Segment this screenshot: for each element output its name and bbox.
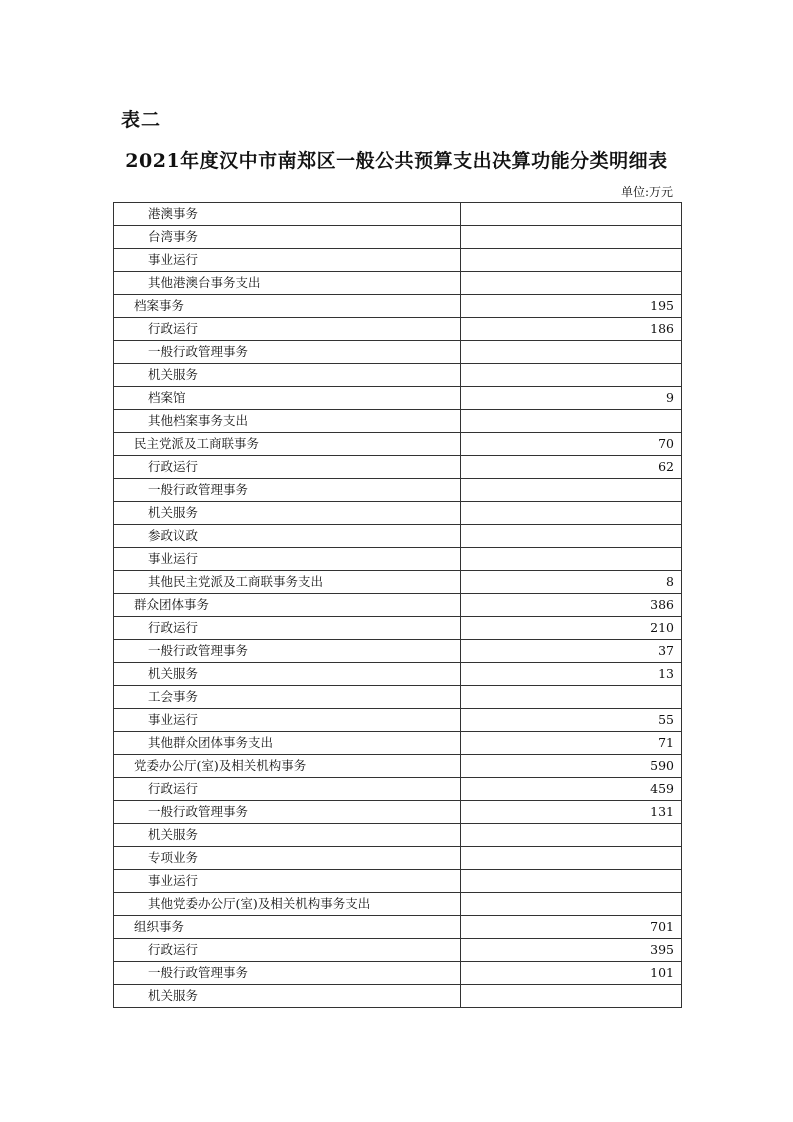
row-item-name: 一般行政管理事务 (114, 801, 461, 824)
table-row (114, 410, 682, 433)
row-item-name: 机关服务 (114, 502, 461, 525)
row-item-amount (461, 364, 682, 387)
row-item-amount (461, 525, 682, 548)
table-row (114, 433, 682, 456)
row-item-amount: 70 (461, 433, 682, 456)
row-item-name: 行政运行 (114, 456, 461, 479)
row-item-name: 档案事务 (114, 295, 461, 318)
page-title: 2021年度汉中市南郑区一般公共预算支出决算功能分类明细表 (125, 150, 668, 172)
row-item-amount: 9 (461, 387, 682, 410)
table-row (114, 249, 682, 272)
row-item-amount (461, 686, 682, 709)
row-item-name: 一般行政管理事务 (114, 341, 461, 364)
row-item-amount: 37 (461, 640, 682, 663)
table-row (114, 272, 682, 295)
row-item-amount: 386 (461, 594, 682, 617)
table-row (114, 663, 682, 686)
table-row (114, 778, 682, 801)
row-item-name: 事业运行 (114, 249, 461, 272)
budget-table (113, 202, 682, 1008)
row-item-name: 机关服务 (114, 824, 461, 847)
row-item-amount (461, 847, 682, 870)
unit-label: 单位:万元 (620, 185, 673, 199)
table-row (114, 916, 682, 939)
budget-table-body (114, 203, 682, 1008)
row-item-amount: 195 (461, 295, 682, 318)
row-item-amount: 131 (461, 801, 682, 824)
table-row (114, 341, 682, 364)
row-item-amount (461, 985, 682, 1008)
row-item-name: 行政运行 (114, 318, 461, 341)
table-row (114, 571, 682, 594)
table-row (114, 203, 682, 226)
row-item-name: 一般行政管理事务 (114, 640, 461, 663)
row-item-name: 台湾事务 (114, 226, 461, 249)
table-row (114, 801, 682, 824)
table-row (114, 479, 682, 502)
table-row (114, 709, 682, 732)
row-item-name: 其他港澳台事务支出 (114, 272, 461, 295)
row-item-amount (461, 548, 682, 571)
row-item-name: 其他群众团体事务支出 (114, 732, 461, 755)
row-item-amount: 55 (461, 709, 682, 732)
row-item-amount: 62 (461, 456, 682, 479)
row-item-name: 专项业务 (114, 847, 461, 870)
table-row (114, 755, 682, 778)
table-row (114, 364, 682, 387)
row-item-amount: 210 (461, 617, 682, 640)
row-item-amount (461, 870, 682, 893)
row-item-amount (461, 893, 682, 916)
table-row (114, 939, 682, 962)
table-row (114, 640, 682, 663)
table-row (114, 226, 682, 249)
row-item-amount (461, 249, 682, 272)
row-item-name: 工会事务 (114, 686, 461, 709)
row-item-name: 其他档案事务支出 (114, 410, 461, 433)
row-item-name: 行政运行 (114, 617, 461, 640)
row-item-name: 行政运行 (114, 778, 461, 801)
table-row (114, 295, 682, 318)
row-item-name: 机关服务 (114, 985, 461, 1008)
row-item-amount (461, 341, 682, 364)
row-item-name: 群众团体事务 (114, 594, 461, 617)
row-item-amount: 13 (461, 663, 682, 686)
table-row (114, 893, 682, 916)
table-row (114, 594, 682, 617)
table-number-label: 表二 (121, 109, 162, 131)
table-row (114, 686, 682, 709)
table-row (114, 732, 682, 755)
table-row (114, 456, 682, 479)
table-row (114, 387, 682, 410)
row-item-name: 事业运行 (114, 709, 461, 732)
row-item-name: 机关服务 (114, 364, 461, 387)
row-item-amount: 590 (461, 755, 682, 778)
table-row (114, 318, 682, 341)
table-row (114, 525, 682, 548)
row-item-amount: 8 (461, 571, 682, 594)
row-item-amount (461, 226, 682, 249)
row-item-amount: 395 (461, 939, 682, 962)
row-item-name: 一般行政管理事务 (114, 962, 461, 985)
table-row (114, 847, 682, 870)
row-item-amount (461, 272, 682, 295)
table-row (114, 870, 682, 893)
row-item-name: 其他民主党派及工商联事务支出 (114, 571, 461, 594)
row-item-amount: 71 (461, 732, 682, 755)
table-row (114, 548, 682, 571)
row-item-name: 档案馆 (114, 387, 461, 410)
row-item-name: 港澳事务 (114, 203, 461, 226)
row-item-amount (461, 479, 682, 502)
row-item-amount (461, 502, 682, 525)
row-item-name: 事业运行 (114, 870, 461, 893)
row-item-name: 民主党派及工商联事务 (114, 433, 461, 456)
row-item-amount (461, 410, 682, 433)
row-item-name: 组织事务 (114, 916, 461, 939)
table-row (114, 985, 682, 1008)
row-item-name: 党委办公厅(室)及相关机构事务 (114, 755, 461, 778)
table-row (114, 617, 682, 640)
table-row (114, 824, 682, 847)
row-item-name: 参政议政 (114, 525, 461, 548)
row-item-name: 一般行政管理事务 (114, 479, 461, 502)
row-item-name: 行政运行 (114, 939, 461, 962)
row-item-amount: 459 (461, 778, 682, 801)
row-item-amount: 701 (461, 916, 682, 939)
row-item-amount: 186 (461, 318, 682, 341)
row-item-name: 其他党委办公厅(室)及相关机构事务支出 (114, 893, 461, 916)
row-item-amount (461, 824, 682, 847)
row-item-amount (461, 203, 682, 226)
row-item-amount: 101 (461, 962, 682, 985)
row-item-name: 机关服务 (114, 663, 461, 686)
row-item-name: 事业运行 (114, 548, 461, 571)
table-row (114, 962, 682, 985)
table-row (114, 502, 682, 525)
